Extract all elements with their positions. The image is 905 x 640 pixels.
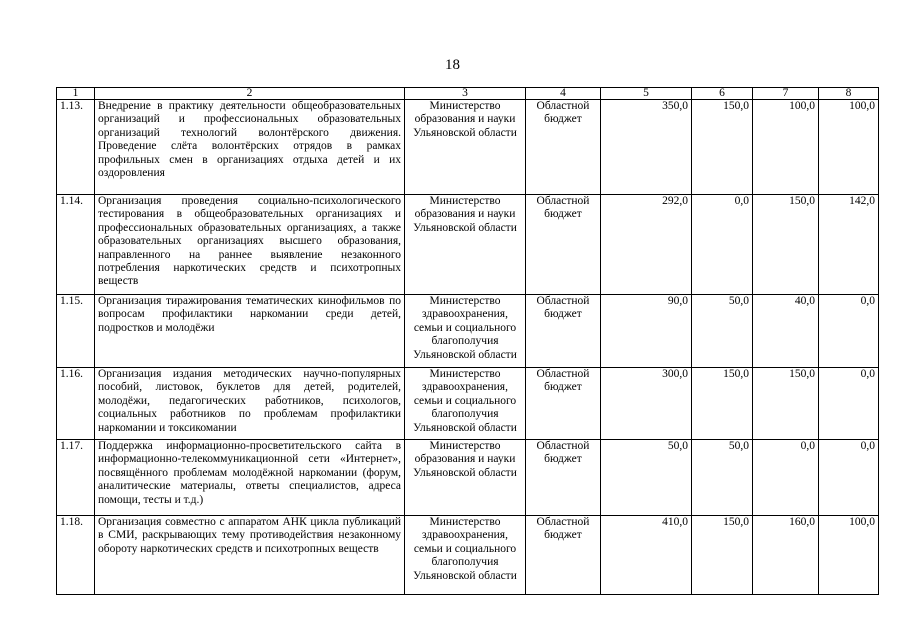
row-value-6: 0,0 (692, 195, 753, 295)
row-executor: Министерство образования и науки Ульяновской области (405, 440, 526, 516)
row-value-7: 40,0 (753, 295, 819, 368)
row-description: Организация проведения социально-психологического тестирования в общеобразовательных организациях и профессиональных образовательных организациях, а также образовательных организациях высшего образования, направленного на раннее выявление незаконного потребления наркотических средств и психотропных веществ (95, 195, 405, 295)
row-executor: Министерство образования и науки Ульяновской области (405, 100, 526, 195)
table-row (57, 368, 879, 440)
row-value-5: 350,0 (601, 100, 692, 195)
row-value-7: 150,0 (753, 195, 819, 295)
row-description: Поддержка информационно-просветительского сайта в информационно-телекоммуникационной сети «Интернет», посвящённого проблемам молодёжной наркомании (форум, аналитические материалы, ответы специалистов, адреса помощи, тесты и т.д.) (95, 440, 405, 516)
table-row (57, 295, 879, 368)
header-cell-2: 2 (95, 88, 405, 100)
row-value-7: 100,0 (753, 100, 819, 195)
table-row (57, 100, 879, 195)
row-value-7: 160,0 (753, 516, 819, 595)
row-executor: Министерство образования и науки Ульяновской области (405, 195, 526, 295)
header-cell-1: 1 (57, 88, 95, 100)
row-value-7: 150,0 (753, 368, 819, 440)
table-row (57, 516, 879, 595)
row-value-8: 0,0 (819, 440, 879, 516)
row-number: 1.13. (57, 100, 95, 195)
row-source: Областной бюджет (526, 195, 601, 295)
header-cell-7: 7 (753, 88, 819, 100)
row-value-8: 100,0 (819, 516, 879, 595)
row-value-5: 292,0 (601, 195, 692, 295)
row-value-5: 300,0 (601, 368, 692, 440)
header-cell-5: 5 (601, 88, 692, 100)
table-row (57, 195, 879, 295)
row-source: Областной бюджет (526, 368, 601, 440)
row-value-6: 50,0 (692, 295, 753, 368)
row-value-6: 150,0 (692, 368, 753, 440)
row-value-6: 50,0 (692, 440, 753, 516)
row-value-8: 0,0 (819, 368, 879, 440)
row-number: 1.14. (57, 195, 95, 295)
row-description: Организация совместно с аппаратом АНК цикла публикаций в СМИ, раскрывающих тему противодействия незаконному обороту наркотических средств и психотропных веществ (95, 516, 405, 595)
table-row (57, 440, 879, 516)
row-source: Областной бюджет (526, 295, 601, 368)
row-executor: Министерство здравоохранения, семьи и социального благополучия Ульяновской области (405, 516, 526, 595)
row-value-8: 100,0 (819, 100, 879, 195)
row-value-6: 150,0 (692, 516, 753, 595)
row-value-8: 142,0 (819, 195, 879, 295)
row-value-5: 50,0 (601, 440, 692, 516)
row-source: Областной бюджет (526, 440, 601, 516)
header-row (57, 88, 879, 100)
row-number: 1.18. (57, 516, 95, 595)
row-value-5: 410,0 (601, 516, 692, 595)
row-value-5: 90,0 (601, 295, 692, 368)
row-source: Областной бюджет (526, 516, 601, 595)
header-cell-6: 6 (692, 88, 753, 100)
row-value-8: 0,0 (819, 295, 879, 368)
row-value-7: 0,0 (753, 440, 819, 516)
page-number: 18 (445, 57, 460, 73)
row-executor: Министерство здравоохранения, семьи и социального благополучия Ульяновской области (405, 368, 526, 440)
row-source: Областной бюджет (526, 100, 601, 195)
row-number: 1.16. (57, 368, 95, 440)
row-number: 1.15. (57, 295, 95, 368)
row-description: Организация тиражирования тематических кинофильмов по вопросам профилактики наркомании среди детей, подростков и молодёжи (95, 295, 405, 368)
header-cell-3: 3 (405, 88, 526, 100)
row-value-6: 150,0 (692, 100, 753, 195)
header-cell-4: 4 (526, 88, 601, 100)
program-table (56, 87, 879, 595)
row-description: Внедрение в практику деятельности общеобразовательных организаций и профессиональных образовательных организаций технологий волонтёрского движения. Проведение слёта волонтёрских отрядов в рамках профильных смен в организациях отдыха детей и их оздоровления (95, 100, 405, 195)
row-executor: Министерство здравоохранения, семьи и социального благополучия Ульяновской области (405, 295, 526, 368)
row-number: 1.17. (57, 440, 95, 516)
row-description: Организация издания методических научно-популярных пособий, листовок, буклетов для детей, родителей, молодёжи, педагогических работников, психологов, социальных работников по проблемам профилактики наркомании и токсикомании (95, 368, 405, 440)
header-cell-8: 8 (819, 88, 879, 100)
